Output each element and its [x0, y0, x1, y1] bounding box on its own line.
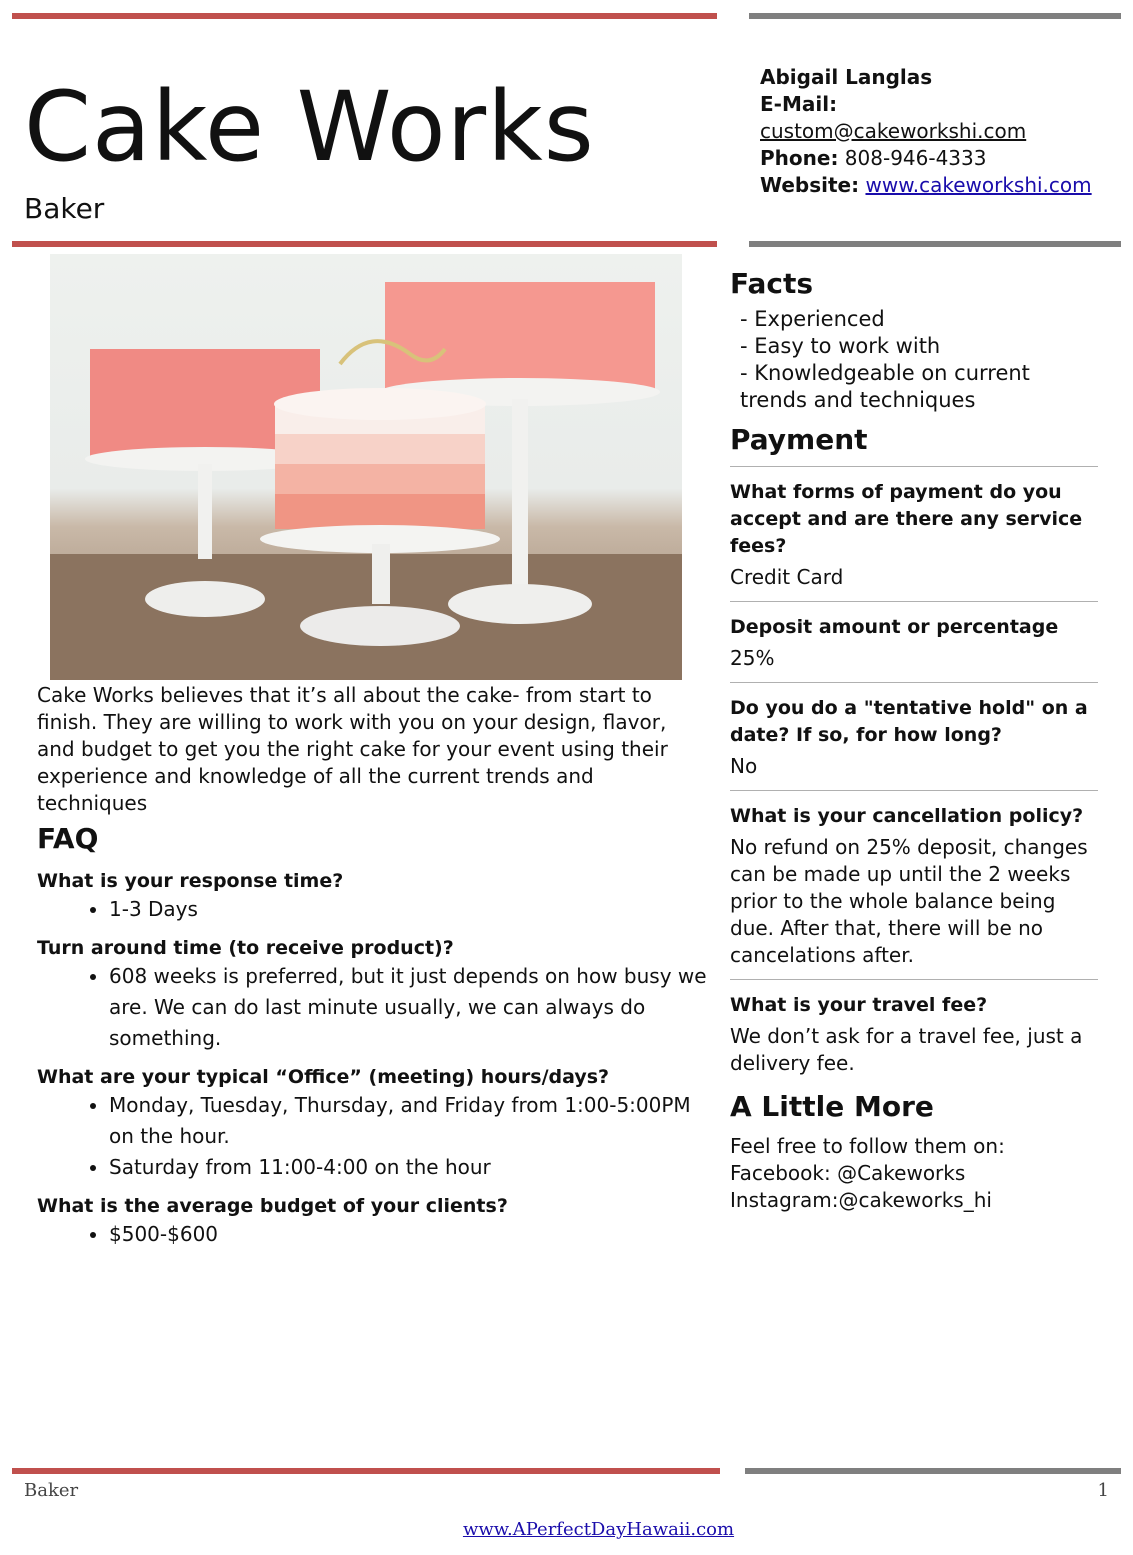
payment-answer: Credit Card [730, 565, 844, 589]
faq-answer: • Monday, Tuesday, Thursday, and Friday from 1:00-5:00PM on the hour. [109, 1090, 707, 1152]
faq-answer-list [37, 1219, 707, 1250]
payment-item [730, 466, 1098, 601]
top-rule-left [12, 13, 717, 19]
payment-answer: We don’t ask for a travel fee, just a delivery fee. [730, 1024, 1083, 1075]
payment-question: What is your cancellation policy? [730, 805, 1084, 827]
payment-item [730, 601, 1098, 682]
payment-question: Do you do a "tentative hold" on a date? If so, for how long? [730, 697, 1088, 746]
phone-value: 808-946-4333 [844, 146, 987, 170]
instagram-handle: Instagram:@cakeworks_hi [730, 1188, 992, 1212]
faq-answer-list [37, 1090, 707, 1183]
footer-rule-left [12, 1468, 720, 1474]
payment-answer: No [730, 754, 758, 778]
payment-question: Deposit amount or percentage [730, 616, 1059, 638]
top-rule-right [749, 13, 1121, 19]
facts-list [730, 306, 1098, 414]
contact-block [760, 64, 1092, 199]
more-heading: A Little More [730, 1090, 934, 1123]
payment-item [730, 979, 1098, 1087]
payment-answer: 25% [730, 646, 775, 670]
page-subtitle: Baker [24, 192, 105, 225]
cake-photo [50, 254, 682, 680]
fact-item: - Knowledgeable on current trends and techniques [740, 361, 1030, 412]
payment-item [730, 682, 1098, 790]
sidebar [730, 266, 1098, 1214]
payment-item [730, 790, 1098, 979]
facebook-handle: Facebook: @Cakeworks [730, 1161, 966, 1185]
faq-question: Turn around time (to receive product)? [37, 937, 454, 959]
payment-question: What forms of payment do you accept and are there any service fees? [730, 481, 1083, 557]
faq-question: What is the average budget of your clients? [37, 1195, 508, 1217]
faq-answer: • $500-$600 [109, 1219, 707, 1250]
page-title: Cake Works [24, 71, 595, 183]
page-number: 1 [1097, 1480, 1109, 1501]
faq-answer-list [37, 894, 707, 925]
facts-heading: Facts [730, 267, 814, 300]
more-text [730, 1133, 1098, 1214]
faq-answer: • 608 weeks is preferred, but it just depends on how busy we are. We can do last minute usually, we can always do something. [109, 961, 707, 1054]
faq-section [37, 820, 707, 1250]
fact-item: - Experienced [740, 307, 885, 331]
contact-name: Abigail Langlas [760, 65, 933, 89]
footer-rule-right [745, 1468, 1121, 1474]
faq-answer: • 1-3 Days [109, 894, 707, 925]
more-line: Feel free to follow them on: [730, 1134, 1005, 1158]
faq-heading: FAQ [37, 822, 99, 855]
faq-question: What are your typical “Office” (meeting) hours/days? [37, 1066, 610, 1088]
footer-label: Baker [24, 1480, 79, 1501]
intro-paragraph: Cake Works believes that it’s all about the cake- from start to finish. They are willing to work with you on your design, flavor, and budget to get you the right cake for your event using their experience and knowledge of all the current trends and techniques [37, 683, 668, 815]
payment-question: What is your travel fee? [730, 994, 988, 1016]
fact-item: - Easy to work with [740, 334, 941, 358]
footer-website-link[interactable]: www.APerfectDayHawaii.com [462, 1519, 735, 1540]
payment-answer: No refund on 25% deposit, changes can be made up until the 2 weeks prior to the whole balance being due. After that, there will be no cancelations after. [730, 835, 1088, 967]
header-rule-left [12, 241, 717, 247]
faq-question: What is your response time? [37, 870, 344, 892]
footer-link-wrap [0, 1519, 1133, 1540]
faq-answer: • Saturday from 11:00-4:00 on the hour [109, 1152, 707, 1183]
cake-photo-icon [50, 254, 682, 680]
website-label: Website: [760, 173, 860, 197]
email-link[interactable]: custom@cakeworkshi.com [760, 119, 1027, 143]
phone-label: Phone: [760, 146, 839, 170]
email-label: E-Mail: [760, 92, 838, 116]
payment-heading: Payment [730, 423, 868, 456]
header-rule-right [749, 241, 1121, 247]
faq-answer-list [37, 961, 707, 1054]
website-link[interactable]: www.cakeworkshi.com [865, 173, 1092, 197]
